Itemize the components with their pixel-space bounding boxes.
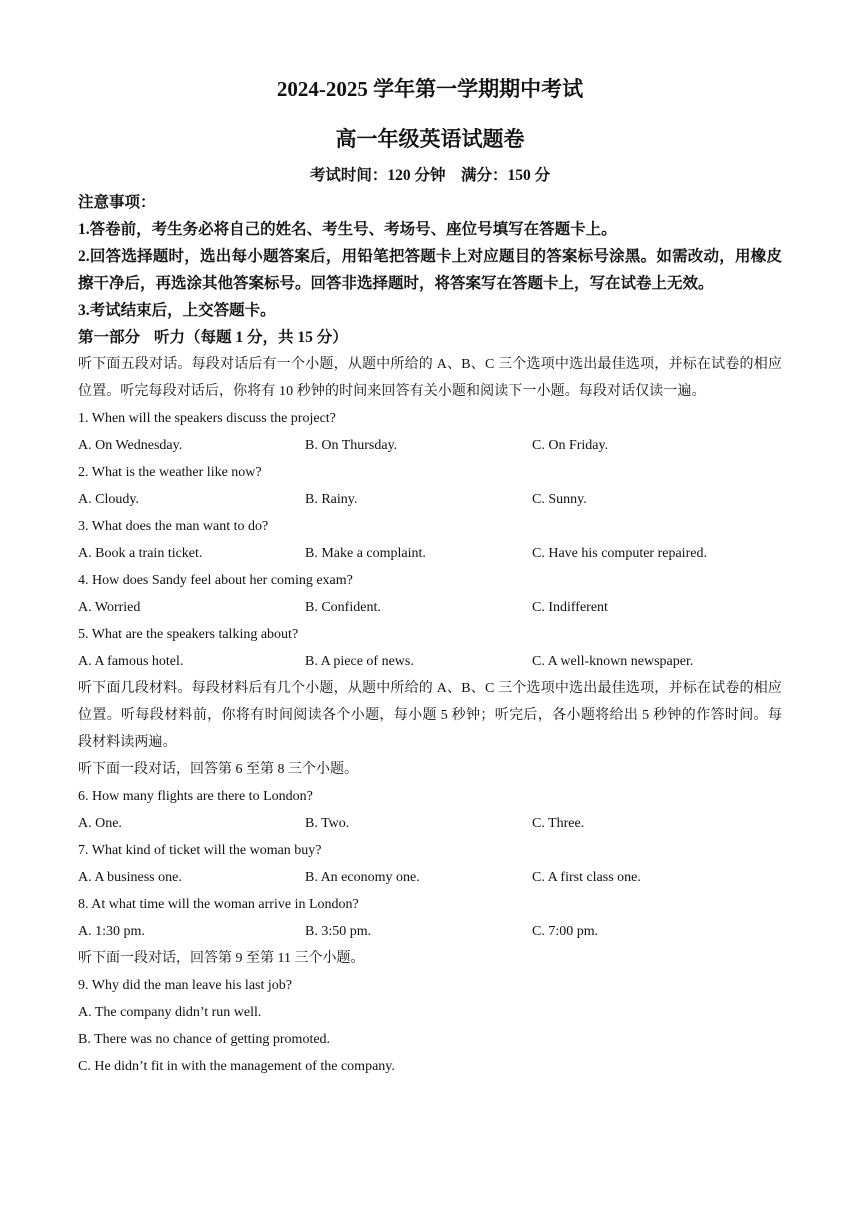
question: 4. How does Sandy feel about her coming exam?	[78, 573, 353, 588]
option-row	[78, 432, 782, 459]
section-instructions: 听下面几段材料。每段材料后有几个小题，从题中所给的 A、B、C 三个选项中选出最佳选项，并标在试卷的相应位置。听每段材料前，你将有时间阅读各个小题，每小题 5 秒钟；听完后，各小题将给出 5 秒钟的作答时间。每段材料读两遍。	[78, 681, 782, 750]
option-b: B. Two.	[305, 816, 350, 831]
option-row	[78, 540, 782, 567]
exam-title: 2024-2025 学年第一学期期中考试	[276, 77, 584, 101]
section-name: 第一部分	[78, 329, 141, 346]
option-b: B. There was no chance of getting promoted.	[78, 1032, 331, 1047]
notice-item: 1.答卷前，考生务必将自己的姓名、考生号、考场号、座位号填写在答题卡上。	[78, 221, 617, 238]
option-row	[78, 594, 782, 621]
question: 5. What are the speakers talking about?	[78, 627, 299, 642]
option-b: B. An economy one.	[305, 870, 420, 885]
option-c: C. Three.	[532, 816, 585, 831]
option-a: A. A business one.	[78, 870, 182, 885]
option-c: C. Sunny.	[532, 492, 587, 507]
option-a: A. The company didn’t run well.	[78, 1005, 262, 1020]
option-a: A. On Wednesday.	[78, 438, 183, 453]
option-b: B. Confident.	[305, 600, 381, 615]
option-c: C. A well-known newspaper.	[532, 654, 694, 669]
option-c: C. Have his computer repaired.	[532, 546, 707, 561]
group-instruction: 听下面一段对话，回答第 6 至第 8 三个小题。	[78, 762, 358, 777]
option-b: B. Rainy.	[305, 492, 358, 507]
option-row	[78, 486, 782, 513]
option-c: C. A first class one.	[532, 870, 641, 885]
option-a: A. 1:30 pm.	[78, 924, 145, 939]
option-c: C. 7:00 pm.	[532, 924, 599, 939]
option-c: C. He didn’t fit in with the management of the company.	[78, 1059, 395, 1074]
option-row	[78, 864, 782, 891]
question: 6. How many flights are there to London?	[78, 789, 313, 804]
section-heading	[78, 324, 782, 351]
option-row	[78, 648, 782, 675]
option-b: B. 3:50 pm.	[305, 924, 372, 939]
option-row	[78, 810, 782, 837]
option-row	[78, 918, 782, 945]
exam-meta: 考试时间：120 分钟 满分：150 分	[309, 167, 551, 184]
option-c: C. On Friday.	[532, 438, 609, 453]
option-c: C. Indifferent	[532, 600, 608, 615]
option-a: A. Cloudy.	[78, 492, 139, 507]
option-a: A. One.	[78, 816, 122, 831]
question: 3. What does the man want to do?	[78, 519, 269, 534]
question: 9. Why did the man leave his last job?	[78, 978, 292, 993]
notice-item: 3.考试结束后，上交答题卡。	[78, 302, 276, 319]
question: 8. At what time will the woman arrive in London?	[78, 897, 359, 912]
group-instruction: 听下面一段对话，回答第 9 至第 11 三个小题。	[78, 951, 365, 966]
option-a: A. Worried	[78, 600, 141, 615]
section-title: 听力（每题 1 分，共 15 分）	[154, 329, 348, 346]
option-b: B. Make a complaint.	[305, 546, 426, 561]
option-b: B. On Thursday.	[305, 438, 398, 453]
notice-item: 2.回答选择题时，选出每小题答案后，用铅笔把答题卡上对应题目的答案标号涂黑。如需改动，用橡皮擦干净后，再选涂其他答案标号。回答非选择题时，将答案写在答题卡上，写在试卷上无效。	[78, 248, 782, 292]
option-a: A. A famous hotel.	[78, 654, 184, 669]
exam-subtitle: 高一年级英语试题卷	[335, 127, 525, 151]
option-a: A. Book a train ticket.	[78, 546, 203, 561]
option-b: B. A piece of news.	[305, 654, 414, 669]
notice-heading: 注意事项：	[78, 194, 156, 211]
question: 2. What is the weather like now?	[78, 465, 262, 480]
section-instructions: 听下面五段对话。每段对话后有一个小题，从题中所给的 A、B、C 三个选项中选出最佳选项，并标在试卷的相应位置。听完每段对话后，你将有 10 秒钟的时间来回答有关小题和阅读下一小题。每段对话仅读一遍。	[78, 357, 782, 399]
question: 1. When will the speakers discuss the project?	[78, 411, 336, 426]
question: 7. What kind of ticket will the woman buy?	[78, 843, 322, 858]
